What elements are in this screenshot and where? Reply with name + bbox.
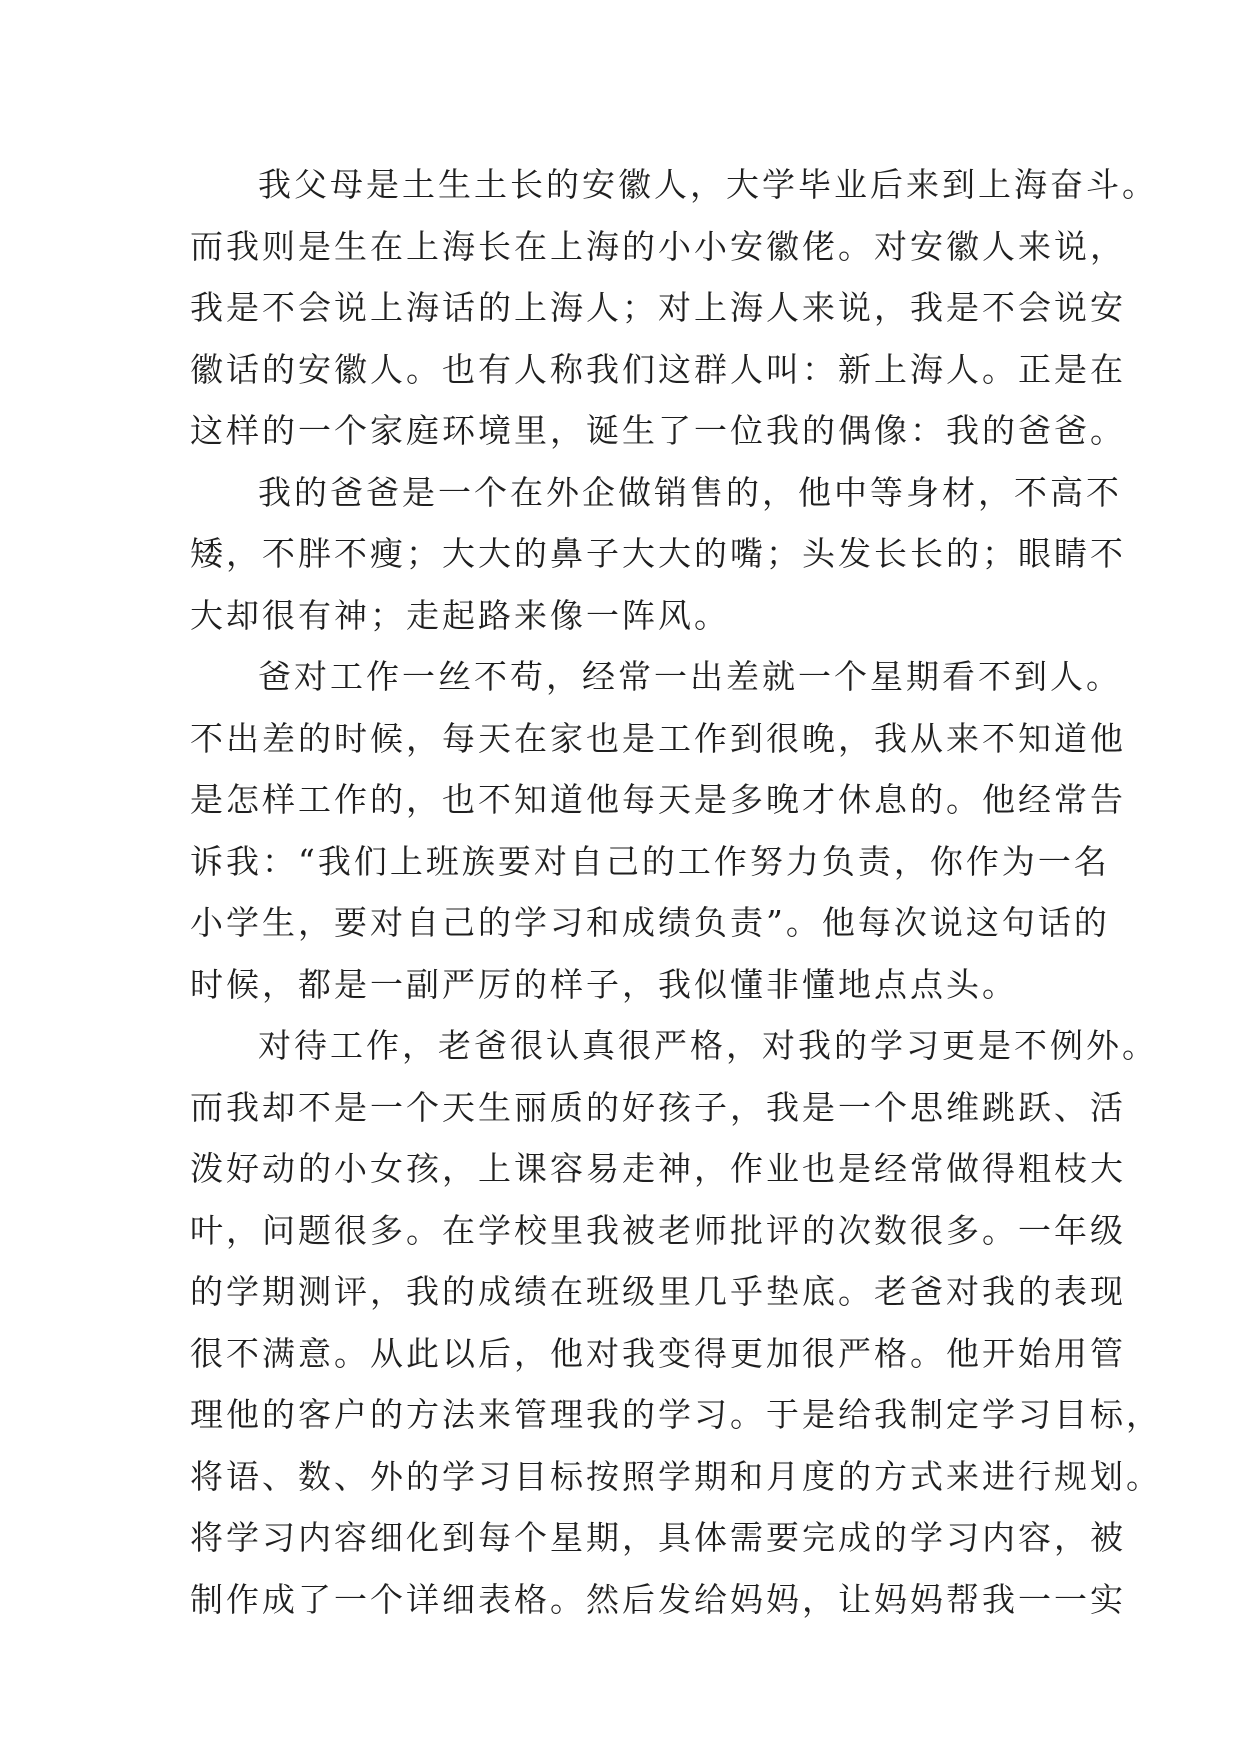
- text-line: 理他的客户的方法来管理我的学习。于是给我制定学习目标，: [190, 1395, 1162, 1434]
- text-line: 矮，不胖不瘦；大大的鼻子大大的嘴；头发长长的；眼睛不: [190, 534, 1126, 573]
- text-line: 我是不会说上海话的上海人；对上海人来说，我是不会说安: [190, 288, 1126, 327]
- text-line: 的学期测评，我的成绩在班级里几乎垫底。老爸对我的表现: [190, 1272, 1126, 1311]
- paragraph-2: [190, 462, 1126, 647]
- text-line: 诉我：“我们上班族要对自己的工作努力负责，你作为一名: [190, 841, 1110, 881]
- text-line: 这样的一个家庭环境里，诞生了一位我的偶像：我的爸爸。: [190, 411, 1126, 450]
- text-line: 徽话的安徽人。也有人称我们这群人叫：新上海人。正是在: [190, 349, 1126, 389]
- text-line: 而我却不是一个天生丽质的好孩子，我是一个思维跳跃、活: [190, 1087, 1126, 1127]
- text-line: 将学习内容细化到每个星期，具体需要完成的学习内容，被: [190, 1518, 1126, 1557]
- text-line: 大却很有神；走起路来像一阵风。: [190, 595, 730, 635]
- text-line: 时候，都是一副严厉的样子，我似懂非懂地点点头。: [190, 964, 1018, 1004]
- paragraph-1: [190, 154, 1158, 462]
- paragraph-4: [190, 1015, 1162, 1630]
- text-line: 泼好动的小女孩，上课容易走神，作业也是经常做得粗枝大: [190, 1149, 1126, 1188]
- paragraph-3: [190, 646, 1126, 1015]
- text-line: 叶，问题很多。在学校里我被老师批评的次数很多。一年级: [190, 1210, 1126, 1250]
- text-line: 我的爸爸是一个在外企做销售的，他中等身材，不高不: [258, 472, 1122, 512]
- text-line: 而我则是生在上海长在上海的小小安徽佬。对安徽人来说，: [190, 226, 1126, 266]
- text-line: 爸对工作一丝不苟，经常一出差就一个星期看不到人。: [258, 657, 1122, 696]
- text-line: 制作成了一个详细表格。然后发给妈妈，让妈妈帮我一一实: [190, 1579, 1126, 1619]
- text-line: 不出差的时候，每天在家也是工作到很晚，我从来不知道他: [190, 718, 1126, 758]
- text-line: 小学生，要对自己的学习和成绩负责”。他每次说这句话的: [190, 903, 1110, 942]
- text-line: 很不满意。从此以后，他对我变得更加很严格。他开始用管: [190, 1333, 1126, 1373]
- text-line: 是怎样工作的，也不知道他每天是多晚才休息的。他经常告: [190, 780, 1126, 819]
- text-line: 将语、数、外的学习目标按照学期和月度的方式来进行规划。: [190, 1456, 1162, 1496]
- text-line: 我父母是土生土长的安徽人，大学毕业后来到上海奋斗。: [258, 165, 1158, 204]
- body-text: [190, 154, 1162, 1630]
- text-line: 对待工作，老爸很认真很严格，对我的学习更是不例外。: [258, 1026, 1158, 1065]
